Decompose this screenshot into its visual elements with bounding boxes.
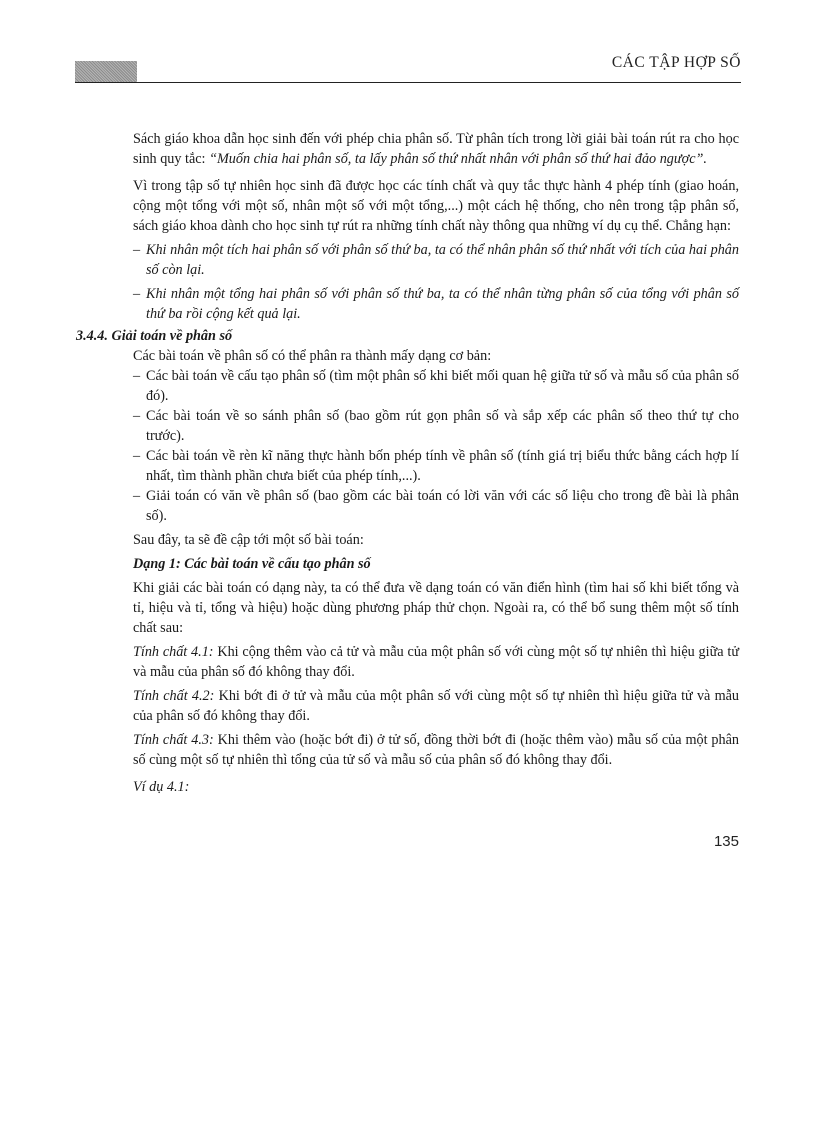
dash-marker: – bbox=[133, 408, 141, 424]
list-item-text: Các bài toán về cấu tạo phân số (tìm một phân số khi biết mối quan hệ giữa tử số và mẫu số của phân số đó). bbox=[146, 368, 739, 404]
section-heading: 3.4.4. Giải toán về phân số bbox=[76, 328, 233, 344]
list-item-text: Giải toán có văn về phân số (bao gồm các bài toán có lời văn với các số liệu cho trong đề bài là phân số). bbox=[146, 488, 739, 524]
dash-marker: – bbox=[133, 488, 141, 504]
list-item-text: Khi nhân một tích hai phân số với phân số thứ ba, ta có thể nhân phân số thứ nhất với tích của hai phân số còn lại. bbox=[146, 242, 739, 278]
property-text: Khi cộng thêm vào cả tử và mẫu của một phân số với cùng một số tự nhiên thì hiệu giữa tử và mẫu của phân số đó không thay đổi. bbox=[133, 644, 740, 680]
list-item-text: Các bài toán về rèn kĩ năng thực hành bốn phép tính về phân số (tính giá trị biểu thức bằng cách hợp lí nhất, tìm thành phần chưa biết của phép tính,...). bbox=[146, 448, 739, 484]
list-item-text: Khi nhân một tổng hai phân số với phân số thứ ba, ta có thể nhân từng phân số của tổng với phân số thứ ba rồi cộng kết quả lại. bbox=[146, 286, 739, 322]
list-item bbox=[133, 366, 739, 406]
list-item bbox=[133, 284, 739, 324]
property-4-2 bbox=[133, 686, 739, 726]
page-body bbox=[76, 129, 740, 797]
dash-marker: – bbox=[133, 448, 141, 464]
running-header-title: CÁC TẬP HỢP SỐ bbox=[611, 54, 741, 71]
dash-marker: – bbox=[133, 368, 141, 384]
paragraph-division-rule bbox=[133, 129, 739, 169]
paragraph-problems-intro: Sau đây, ta sẽ đề cập tới một số bài toán: bbox=[133, 532, 364, 548]
subheading: Dạng 1: Các bài toán về cấu tạo phân số bbox=[133, 556, 371, 572]
header-decoration bbox=[75, 61, 137, 83]
property-label: Tính chất 4.3: bbox=[133, 732, 214, 748]
property-4-1 bbox=[133, 642, 739, 682]
paragraph-text: Sách giáo khoa dẫn học sinh đến với phép chia phân số. Từ phân tích trong lời giải bài toán rút ra cho học sinh quy tắc: bbox=[133, 131, 739, 167]
dash-marker: – bbox=[133, 242, 141, 258]
list-item bbox=[133, 240, 739, 280]
property-text: Khi bớt đi ở tử và mẫu của một phân số với cùng một số tự nhiên thì hiệu giữa tử và mẫu của phân số đó không thay đổi. bbox=[133, 688, 740, 724]
paragraph-method: Khi giải các bài toán có dạng này, ta có thể đưa về dạng toán có văn điển hình (tìm hai số khi biết tổng và tỉ, hiệu và tỉ, tổng và hiệu) hoặc dùng phương pháp thử chọn. Ngoài ra, có thể bổ sung thêm một số tính chất sau: bbox=[133, 580, 739, 636]
header-rule bbox=[75, 82, 741, 83]
property-text: Khi thêm vào (hoặc bớt đi) ở tử số, đồng thời bớt đi (hoặc thêm vào) mẫu số của một phân số cùng một số tự nhiên thì tổng của tử số và mẫu số của phân số đó không thay đổi. bbox=[133, 732, 740, 768]
quoted-rule: “Muốn chia hai phân số, ta lấy phân số thứ nhất nhân với phân số thứ hai đảo ngược”. bbox=[209, 151, 707, 167]
list-item bbox=[133, 446, 739, 486]
property-label: Tính chất 4.2: bbox=[133, 688, 215, 704]
example-label: Ví dụ 4.1: bbox=[133, 779, 190, 795]
page-number: 135 bbox=[713, 833, 739, 850]
list-item bbox=[133, 406, 739, 446]
property-label: Tính chất 4.1: bbox=[133, 644, 214, 660]
dash-marker: – bbox=[133, 286, 141, 302]
property-4-3 bbox=[133, 730, 739, 770]
paragraph-types-intro: Các bài toán về phân số có thể phân ra thành mấy dạng cơ bản: bbox=[133, 348, 492, 364]
list-item-text: Các bài toán về so sánh phân số (bao gồm rút gọn phân số và sắp xếp các phân số theo thứ tự cho trước). bbox=[146, 408, 739, 444]
paragraph-properties-intro: Vì trong tập số tự nhiên học sinh đã được học các tính chất và quy tắc thực hành 4 phép tính (giao hoán, cộng một tổng với một số, nhân một số với một tổng,...) một cách hệ thống, cho nên trong tập phân số, sách giáo khoa dành cho học sinh tự rút ra những tính chất này thông qua những ví dụ cụ thể. Chẳng hạn: bbox=[133, 178, 739, 234]
list-item bbox=[133, 486, 739, 526]
